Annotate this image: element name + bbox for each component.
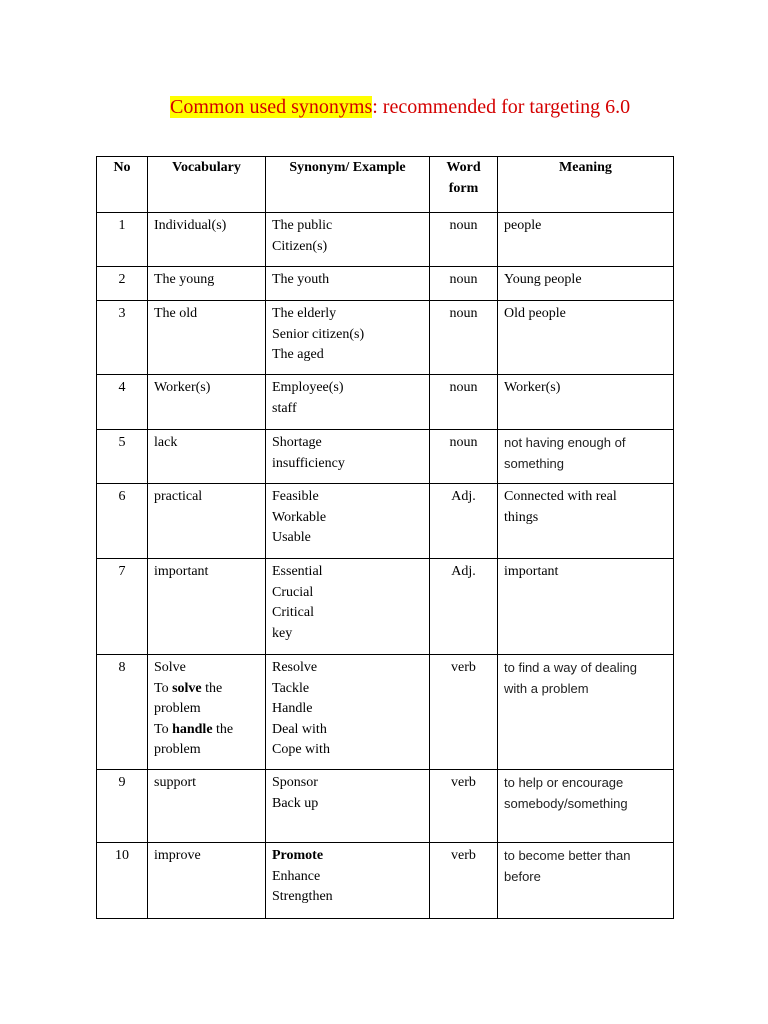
cell-vocabulary: improve bbox=[148, 843, 266, 919]
header-meaning: Meaning bbox=[498, 157, 674, 213]
cell-no: 1 bbox=[97, 213, 148, 267]
page-title bbox=[170, 93, 630, 121]
cell-no: 3 bbox=[97, 301, 148, 375]
table-header-row bbox=[97, 157, 674, 213]
cell-synonyms: Essential Crucial Critical key bbox=[266, 559, 430, 655]
cell-vocabulary: Worker(s) bbox=[148, 375, 266, 430]
table-row bbox=[97, 375, 674, 430]
cell-vocabulary: important bbox=[148, 559, 266, 655]
cell-synonyms: Employee(s) staff bbox=[266, 375, 430, 430]
cell-vocabulary: Solve To solve the problem To handle the problem bbox=[148, 655, 266, 770]
synonyms-table bbox=[96, 156, 674, 919]
title-highlight: Common used synonyms bbox=[170, 96, 373, 118]
cell-no: 2 bbox=[97, 267, 148, 301]
cell-synonyms: The youth bbox=[266, 267, 430, 301]
cell-no: 5 bbox=[97, 430, 148, 484]
cell-no: 10 bbox=[97, 843, 148, 919]
cell-meaning: not having enough of something bbox=[498, 430, 674, 484]
cell-no: 8 bbox=[97, 655, 148, 770]
cell-vocabulary: support bbox=[148, 770, 266, 843]
cell-synonyms: Resolve Tackle Handle Deal with Cope with bbox=[266, 655, 430, 770]
cell-vocabulary: practical bbox=[148, 484, 266, 559]
cell-word-form: verb bbox=[430, 655, 498, 770]
cell-meaning: Old people bbox=[498, 301, 674, 375]
cell-meaning: important bbox=[498, 559, 674, 655]
cell-word-form: verb bbox=[430, 770, 498, 843]
header-synonym: Synonym/ Example bbox=[266, 157, 430, 213]
cell-meaning: to help or encourage somebody/something bbox=[498, 770, 674, 843]
cell-meaning: Young people bbox=[498, 267, 674, 301]
cell-meaning: to become better than before bbox=[498, 843, 674, 919]
header-vocabulary: Vocabulary bbox=[148, 157, 266, 213]
cell-word-form: verb bbox=[430, 843, 498, 919]
header-no: No bbox=[97, 157, 148, 213]
cell-meaning: to find a way of dealing with a problem bbox=[498, 655, 674, 770]
cell-vocabulary: The young bbox=[148, 267, 266, 301]
cell-synonyms: Sponsor Back up bbox=[266, 770, 430, 843]
cell-synonyms: The elderly Senior citizen(s) The aged bbox=[266, 301, 430, 375]
table-row bbox=[97, 770, 674, 843]
cell-no: 4 bbox=[97, 375, 148, 430]
header-word-form: Word form bbox=[430, 157, 498, 213]
table-row bbox=[97, 655, 674, 770]
table-row bbox=[97, 430, 674, 484]
cell-vocabulary: Individual(s) bbox=[148, 213, 266, 267]
cell-meaning: people bbox=[498, 213, 674, 267]
table-row bbox=[97, 843, 674, 919]
cell-synonyms: The public Citizen(s) bbox=[266, 213, 430, 267]
table-row bbox=[97, 484, 674, 559]
cell-word-form: noun bbox=[430, 267, 498, 301]
cell-synonyms: Promote Enhance Strengthen bbox=[266, 843, 430, 919]
cell-meaning: Worker(s) bbox=[498, 375, 674, 430]
cell-vocabulary: lack bbox=[148, 430, 266, 484]
cell-word-form: noun bbox=[430, 375, 498, 430]
table-row bbox=[97, 267, 674, 301]
cell-word-form: Adj. bbox=[430, 559, 498, 655]
table-row bbox=[97, 559, 674, 655]
cell-synonyms: Shortage insufficiency bbox=[266, 430, 430, 484]
table-row bbox=[97, 213, 674, 267]
cell-meaning: Connected with real things bbox=[498, 484, 674, 559]
cell-vocabulary: The old bbox=[148, 301, 266, 375]
cell-word-form: noun bbox=[430, 301, 498, 375]
title-rest: : recommended for targeting 6.0 bbox=[372, 96, 631, 118]
cell-word-form: Adj. bbox=[430, 484, 498, 559]
cell-no: 7 bbox=[97, 559, 148, 655]
cell-word-form: noun bbox=[430, 430, 498, 484]
cell-synonyms: Feasible Workable Usable bbox=[266, 484, 430, 559]
cell-no: 6 bbox=[97, 484, 148, 559]
table-row bbox=[97, 301, 674, 375]
cell-no: 9 bbox=[97, 770, 148, 843]
cell-word-form: noun bbox=[430, 213, 498, 267]
